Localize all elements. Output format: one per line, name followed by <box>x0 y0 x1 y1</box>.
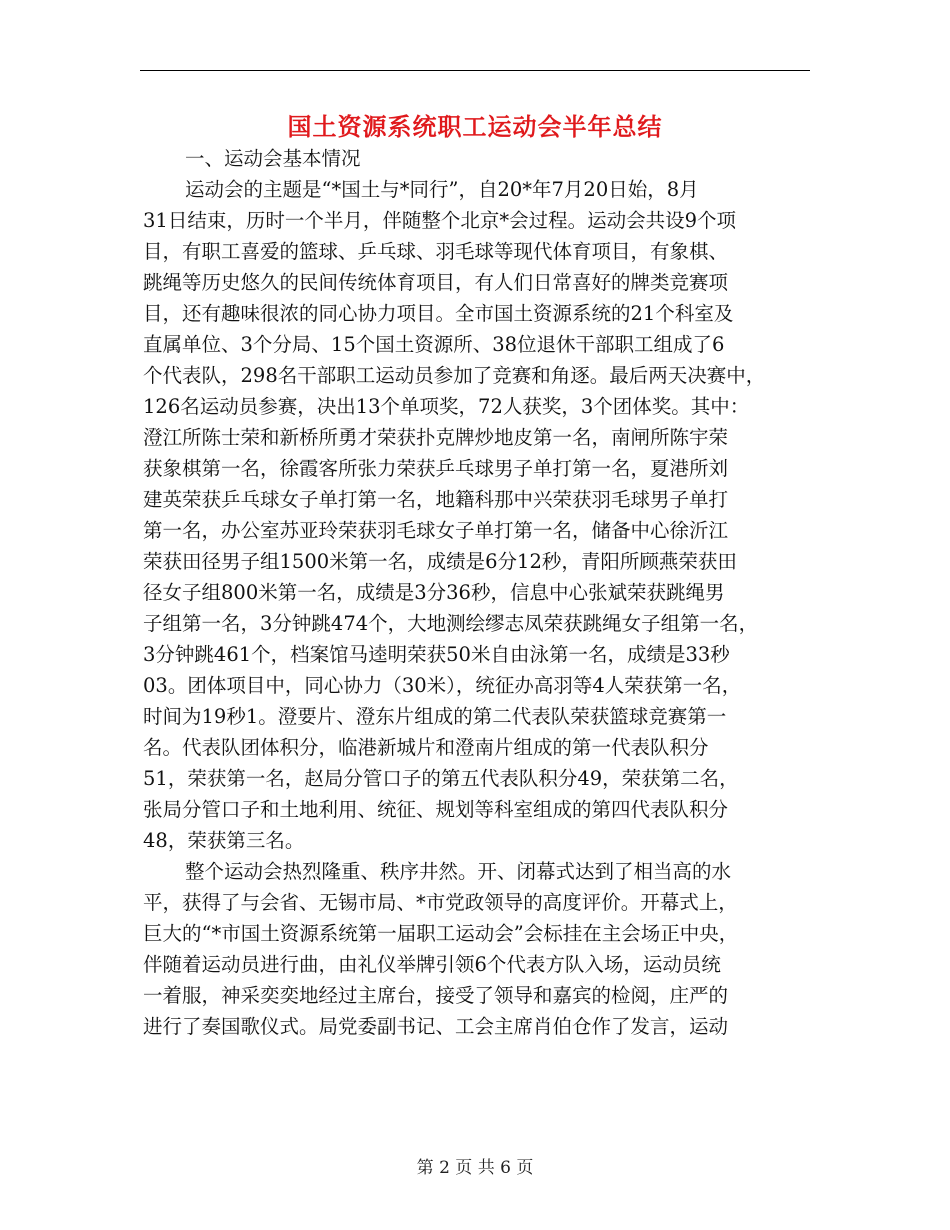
paragraph-line: 平，获得了与会省、无锡市局、*市党政领导的高度评价。开幕式上， <box>143 891 738 914</box>
document-body <box>143 143 818 1042</box>
paragraph-line: 伴随着运动员进行曲，由礼仪举牌引领6个代表方队入场，运动员统 <box>143 953 721 976</box>
paragraph-1 <box>143 174 818 856</box>
paragraph-2 <box>143 856 818 1042</box>
paragraph-line: 03。团体项目中，同心协力（30米），统征办高羽等4人荣获第一名， <box>143 674 742 697</box>
paragraph-line: 整个运动会热烈隆重、秩序井然。开、闭幕式达到了相当高的水 <box>185 860 732 883</box>
paragraph-line: 时间为19秒1。澄要片、澄东片组成的第二代表队荣获篮球竞赛第一 <box>143 705 727 728</box>
page-number-footer: 第 2 页 共 6 页 <box>416 1158 534 1178</box>
paragraph-line: 运动会的主题是“*国土与*同行”，自20*年7月20日始，8月 <box>185 178 699 201</box>
paragraph-line: 51，荣获第一名，赵局分管口子的第五代表队积分49，荣获第二名， <box>143 767 739 790</box>
section-heading: 一、运动会基本情况 <box>185 147 361 170</box>
paragraph-line: 目，有职工喜爱的篮球、乒乓球、羽毛球等现代体育项目，有象棋、 <box>143 240 729 263</box>
paragraph-line: 径女子组800米第一名，成绩是3分36秒，信息中心张斌荣获跳绳男 <box>143 581 725 604</box>
paragraph-line: 子组第一名，3分钟跳474个，大地测绘缪志凤荣获跳绳女子组第一名， <box>143 612 759 635</box>
paragraph-line: 跳绳等历史悠久的民间传统体育项目，有人们日常喜好的牌类竞赛项 <box>143 271 729 294</box>
paragraph-line: 个代表队，298名干部职工运动员参加了竞赛和角逐。最后两天决赛中， <box>143 364 766 387</box>
paragraph-line: 进行了奏国歌仪式。局党委副书记、工会主席肖伯仓作了发言，运动 <box>143 1015 729 1038</box>
paragraph-line: 直属单位、3个分局、15个国土资源所、38位退休干部职工组成了6 <box>143 333 725 356</box>
paragraph-line: 获象棋第一名，徐霞客所张力荣获乒乓球男子单打第一名，夏港所刘 <box>143 457 729 480</box>
paragraph-line: 张局分管口子和土地利用、统征、规划等科室组成的第四代表队积分 <box>143 798 729 821</box>
paragraph-line: 48，荣获第三名。 <box>143 829 305 852</box>
paragraph-line: 建英荣获乒乓球女子单打第一名，地籍科那中兴荣获羽毛球男子单打 <box>143 488 729 511</box>
document-title: 国土资源系统职工运动会半年总结 <box>287 112 663 141</box>
paragraph-line: 荣获田径男子组1500米第一名，成绩是6分12秒，青阳所顾燕荣获田 <box>143 550 737 573</box>
paragraph-line: 目，还有趣味很浓的同心协力项目。全市国土资源系统的21个科室及 <box>143 302 734 325</box>
paragraph-line: 名。代表队团体积分，临港新城片和澄南片组成的第一代表队积分 <box>143 736 709 759</box>
paragraph-line: 126名运动员参赛，决出13个单项奖，72人获奖，3个团体奖。其中： <box>143 395 750 418</box>
paragraph-line: 巨大的“*市国土资源系统第一届职工运动会”会标挂在主会场正中央， <box>143 922 739 945</box>
header-rule <box>140 70 810 71</box>
paragraph-line: 第一名，办公室苏亚玲荣获羽毛球女子单打第一名，储备中心徐沂江 <box>143 519 729 542</box>
paragraph-line: 澄江所陈士荣和新桥所勇才荣获扑克牌炒地皮第一名，南闸所陈宇荣 <box>143 426 729 449</box>
paragraph-line: 31日结束，历时一个半月，伴随整个北京*会过程。运动会共设9个项 <box>143 209 736 232</box>
paragraph-line: 一着服，神采奕奕地经过主席台，接受了领导和嘉宾的检阅，庄严的 <box>143 984 729 1007</box>
paragraph-line: 3分钟跳461个，档案馆马逵明荣获50米自由泳第一名，成绩是33秒 <box>143 643 730 666</box>
